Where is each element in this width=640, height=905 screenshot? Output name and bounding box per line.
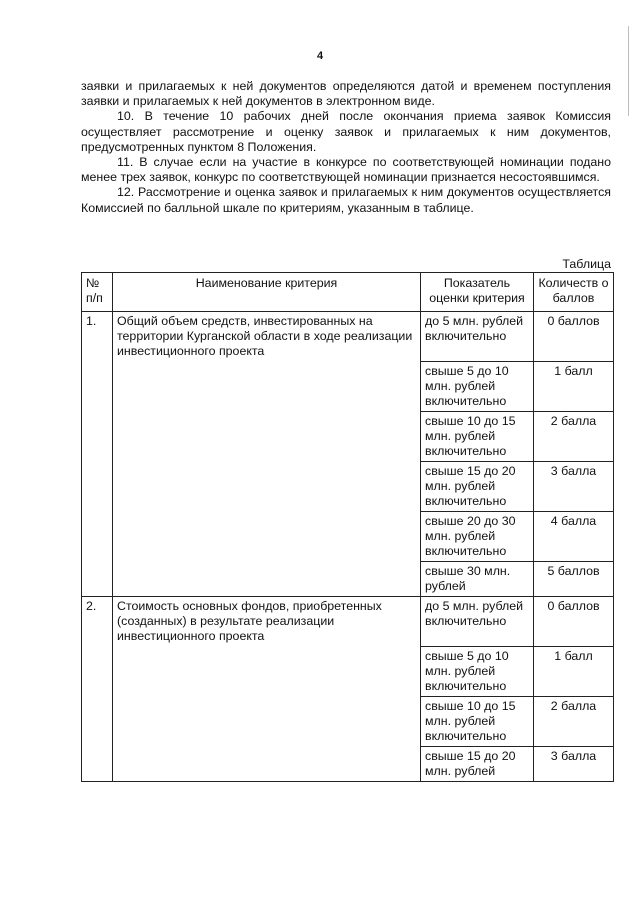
table-row: [82, 597, 614, 647]
points-cell: 3 балла: [534, 462, 614, 512]
points-cell: 0 баллов: [534, 312, 614, 362]
points-cell: 2 балла: [534, 697, 614, 747]
indicator-cell: свыше 10 до 15 млн. рублей включительно: [421, 697, 534, 747]
indicator-cell: свыше 5 до 10 млн. рублей включительно: [421, 647, 534, 697]
paragraph-11: 11. В случае если на участие в конкурсе по соответствующей номинации подано менее трех заявок, конкурс по соответствующей номинации признается несостоявшимся.: [81, 155, 611, 185]
criterion-name: Общий объем средств, инвестированных на территории Курганской области в ходе реализации инвестиционного проекта: [113, 312, 421, 597]
indicator-cell: свыше 5 до 10 млн. рублей включительно: [421, 362, 534, 412]
criteria-table: [81, 272, 614, 782]
criterion-number: 2.: [82, 597, 113, 782]
criterion-name: Стоимость основных фондов, приобретенных (созданных) в результате реализации инвестиционного проекта: [113, 597, 421, 782]
body-text: [81, 79, 611, 216]
indicator-cell: свыше 15 до 20 млн. рублей включительно: [421, 462, 534, 512]
points-cell: 4 балла: [534, 512, 614, 562]
paragraph-10: 10. В течение 10 рабочих дней после окончания приема заявок Комиссия осуществляет рассмотрение и оценку заявок и прилагаемых к ним документов, предусмотренных пунктом 8 Положения.: [81, 109, 611, 154]
header-points: Количеств о баллов: [534, 273, 614, 312]
table-row: [82, 312, 614, 362]
indicator-cell: до 5 млн. рублей включительно: [421, 597, 534, 647]
points-cell: 3 балла: [534, 747, 614, 782]
header-criterion: Наименование критерия: [113, 273, 421, 312]
paragraph-12: 12. Рассмотрение и оценка заявок и прилагаемых к ним документов осуществляется Комиссией по балльной шкале по критериям, указанным в таблице.: [81, 185, 611, 215]
indicator-cell: свыше 15 до 20 млн. рублей: [421, 747, 534, 782]
scan-edge-mark: [628, 26, 629, 116]
table-caption: Таблица: [562, 257, 611, 271]
points-cell: 1 балл: [534, 362, 614, 412]
indicator-cell: до 5 млн. рублей включительно: [421, 312, 534, 362]
paragraph-continuation: заявки и прилагаемых к ней документов определяются датой и временем поступления заявки и прилагаемых к ней документов в электронном виде.: [81, 79, 611, 109]
points-cell: 0 баллов: [534, 597, 614, 647]
criterion-number: 1.: [82, 312, 113, 597]
table-header-row: [82, 273, 614, 312]
page-number: 4: [316, 50, 324, 62]
indicator-cell: свыше 10 до 15 млн. рублей включительно: [421, 412, 534, 462]
header-indicator: Показатель оценки критерия: [421, 273, 534, 312]
points-cell: 5 баллов: [534, 562, 614, 597]
indicator-cell: свыше 20 до 30 млн. рублей включительно: [421, 512, 534, 562]
points-cell: 1 балл: [534, 647, 614, 697]
indicator-cell: свыше 30 млн. рублей: [421, 562, 534, 597]
header-number: № п/п: [82, 273, 113, 312]
points-cell: 2 балла: [534, 412, 614, 462]
